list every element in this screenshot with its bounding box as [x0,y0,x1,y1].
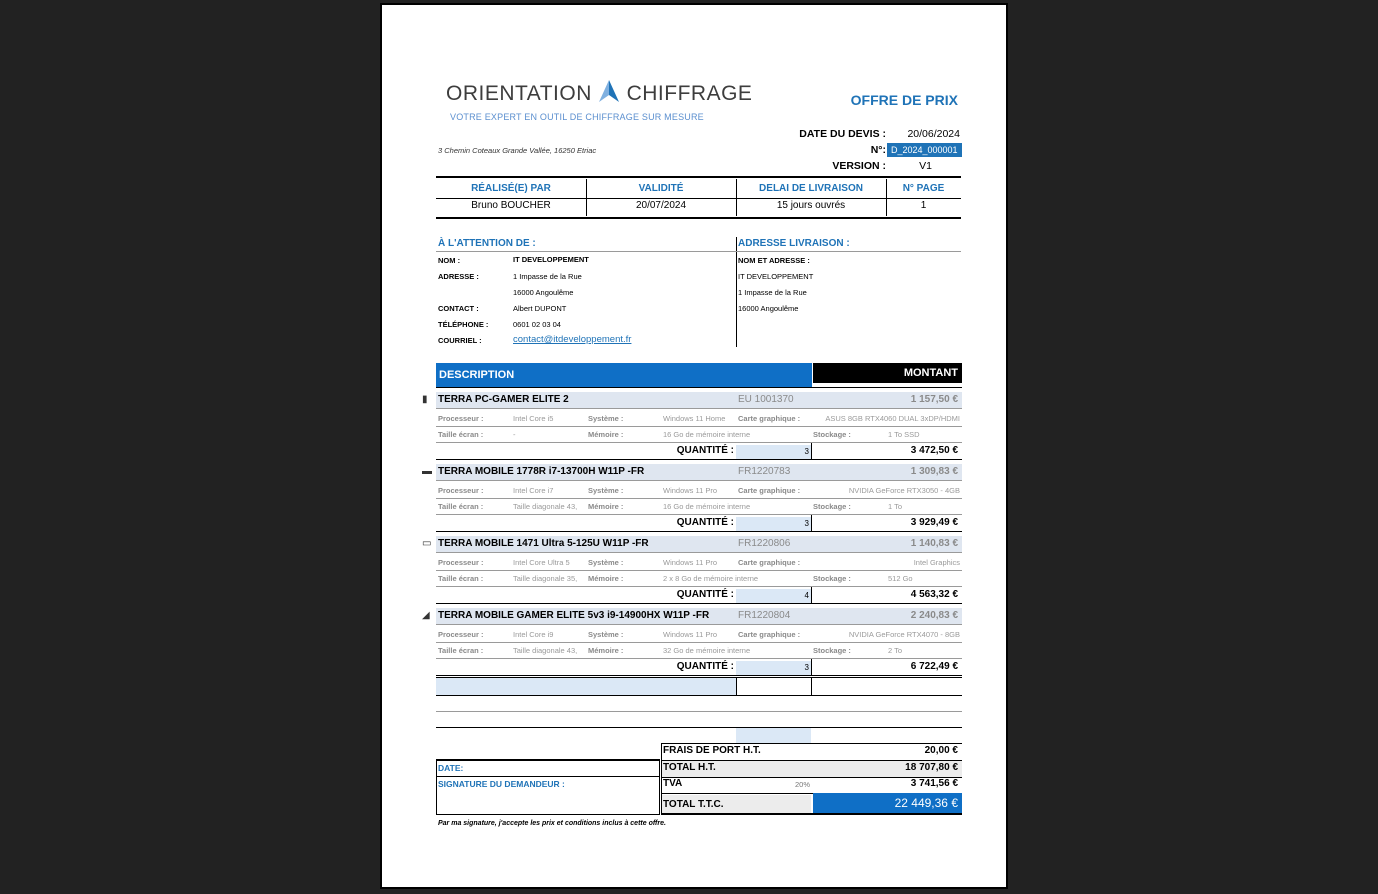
product-bottom-rule [436,675,962,676]
unit-price: 1 140,83 € [910,538,958,549]
quantity-field[interactable]: 3 [736,661,811,675]
logo-right-text: CHIFFRAGE [626,82,753,105]
product-rule [436,624,962,625]
carte-label: Carte graphique : [738,486,801,495]
spec-rule [436,442,962,443]
realise-par-header: RÉALISÉ(E) PAR [471,183,551,194]
line-total: 4 563,32 € [910,589,958,600]
document-title: OFFRE DE PRIX [850,92,958,108]
signature-date-label: DATE: [438,763,464,773]
carte-value: ASUS 8GB RTX4060 DUAL 3xDP/HDMI [825,414,960,423]
systeme-value: Windows 11 Home [663,414,726,423]
company-address: 3 Chemin Coteaux Grande Vallée, 16250 Etriac [438,146,597,155]
systeme-label: Système : [588,486,624,495]
product-reference: FR1220806 [738,538,791,549]
laptop-icon: ▬ [422,466,432,477]
quantity-field[interactable]: 3 [736,517,811,531]
memoire-value: 16 Go de mémoire interne [663,502,751,511]
spec-rule [436,570,962,571]
stockage-label: Stockage : [813,430,851,439]
telephone-value: 0601 02 03 04 [513,320,561,329]
processeur-label: Processeur : [438,630,484,639]
info-table-bottom-rule [436,217,961,219]
processeur-value: Intel Core i7 [513,486,554,495]
processeur-label: Processeur : [438,486,484,495]
livraison-line3: 16000 Angoulême [738,304,799,313]
processeur-label: Processeur : [438,558,484,567]
spec-rule [436,642,962,643]
total-ht-value: 18 707,80 € [905,762,958,773]
total-ttc-label: TOTAL T.T.C. [663,799,724,810]
product-name: TERRA MOBILE 1778R i7-13700H W11P -FR [438,466,645,477]
product-name: TERRA MOBILE 1471 Ultra 5-125U W11P -FR [438,538,649,549]
attention-rule [436,251,736,252]
quote-page [380,3,1008,889]
carte-value: NVIDIA GeForce RTX3050 - 4GB [848,486,960,495]
processeur-label: Processeur : [438,414,484,423]
unit-price: 1 309,83 € [910,466,958,477]
taille-label: Taille écran : [438,502,484,511]
product-rule [436,480,962,481]
processeur-value: Intel Core i9 [513,630,554,639]
courriel-label: COURRIEL : [438,336,482,345]
livraison-title: ADRESSE LIVRAISON : [738,238,850,249]
realise-par-value: Bruno BOUCHER [471,200,551,211]
empty-row-rule [436,695,962,696]
version-label: VERSION : [832,160,886,172]
stockage-value: 1 To [888,502,903,511]
processeur-value: Intel Core Ultra 5 [513,558,570,567]
total-ht-label: TOTAL H.T. [663,762,716,773]
table-header-rule [436,387,962,388]
quote-number-value: D_2024_000001 [887,143,962,157]
livraison-rule [736,251,961,252]
systeme-label: Système : [588,558,624,567]
spec-rule [436,514,962,515]
quantite-label: QUANTITÉ : [676,517,734,528]
unit-price: 1 157,50 € [910,394,958,405]
memoire-value: 2 x 8 Go de mémoire interne [663,574,759,583]
qty-divider [811,659,812,675]
memoire-label: Mémoire : [588,502,624,511]
qty-divider [811,515,812,531]
carte-value: NVIDIA GeForce RTX4070 - 8GB [848,630,960,639]
spec-rule [436,586,962,587]
number-label: N°: [870,144,886,156]
date-label: DATE DU DEVIS : [799,128,886,140]
product-rule [436,408,962,409]
adresse-label: ADRESSE : [438,272,479,281]
nom-value: IT DEVELOPPEMENT [513,255,589,264]
product-bottom-rule [436,459,962,460]
contact-label: CONTACT : [438,304,479,313]
totals-left-border [661,743,662,814]
product-name: TERRA MOBILE GAMER ELITE 5v3 i9-14900HX W11P -FR [438,610,710,621]
email-link[interactable]: contact@itdeveloppement.fr [513,334,632,345]
taille-value: Taille diagonale 35, [513,574,578,583]
taille-label: Taille écran : [438,430,484,439]
taille-value: Taille diagonale 43, [513,502,578,511]
date-value: 20/06/2024 [907,128,960,140]
signature-label: SIGNATURE DU DEMANDEUR : [438,779,565,789]
logo-left-text: ORIENTATION [446,82,592,105]
systeme-label: Système : [588,414,624,423]
tva-value: 3 741,56 € [910,778,958,789]
page-number-header: N° PAGE [902,183,945,194]
stockage-value: 512 Go [888,574,913,583]
qty-divider [811,443,812,459]
memoire-label: Mémoire : [588,646,624,655]
spec-rule [436,426,962,427]
version-value: V1 [919,160,932,172]
product-rule [436,552,962,553]
tva-label: TVA [663,778,683,789]
taille-value: - [513,430,516,439]
systeme-value: Windows 11 Pro [663,630,718,639]
validite-header: VALIDITÉ [638,183,684,194]
montant-header: MONTANT [813,363,962,383]
empty-row-fill [436,677,736,695]
validite-value: 20/07/2024 [635,200,687,211]
carte-label: Carte graphique : [738,558,801,567]
qty-divider [811,587,812,603]
taille-value: Taille diagonale 43, [513,646,578,655]
taille-label: Taille écran : [438,574,484,583]
delai-header: DELAI DE LIVRAISON [759,183,863,194]
line-total: 3 472,50 € [910,445,958,456]
line-total: 6 722,49 € [910,661,958,672]
laptop-open-icon: ▭ [422,538,432,549]
empty-row-divider [811,677,812,695]
systeme-value: Windows 11 Pro [663,486,718,495]
tagline: VOTRE EXPERT EN OUTIL DE CHIFFRAGE SUR MESURE [450,112,704,122]
attention-title: À L'ATTENTION DE : [438,238,536,249]
product-reference: FR1220783 [738,466,791,477]
product-name: TERRA PC-GAMER ELITE 2 [438,394,569,405]
adresse-line2: 16000 Angoulême [513,288,574,297]
memoire-value: 32 Go de mémoire interne [663,646,751,655]
company-logo [446,79,752,106]
spec-rule [436,498,962,499]
carte-value: Intel Graphics [913,558,960,567]
frais-port-value: 20,00 € [924,745,958,756]
product-bottom-rule [436,531,962,532]
adresse-line1: 1 Impasse de la Rue [513,272,582,281]
telephone-label: TÉLÉPHONE : [438,320,489,329]
product-reference: EU 1001370 [738,394,794,405]
stockage-label: Stockage : [813,646,851,655]
carte-label: Carte graphique : [738,630,801,639]
description-header: DESCRIPTION [436,363,812,387]
tva-rate: 20% [794,780,810,789]
line-total: 3 929,49 € [910,517,958,528]
logo-mark-icon [598,79,620,103]
totals-bottom-rule [661,813,962,815]
empty-row-rule [436,711,962,712]
systeme-value: Windows 11 Pro [663,558,718,567]
carte-label: Carte graphique : [738,414,801,423]
stockage-label: Stockage : [813,502,851,511]
quantity-field[interactable]: 3 [736,445,811,459]
memoire-label: Mémoire : [588,430,624,439]
processeur-value: Intel Core i5 [513,414,554,423]
info-table-mid-rule [436,198,961,199]
empty-row-rule [436,677,962,678]
delai-value: 15 jours ouvrés [776,200,846,211]
stockage-value: 2 To [888,646,903,655]
desktop-tower-icon: ▮ [422,394,428,405]
stockage-value: 1 To SSD [888,430,920,439]
address-divider [736,237,737,347]
systeme-label: Système : [588,630,624,639]
empty-row-rule [436,727,962,728]
quantity-field[interactable]: 4 [736,589,811,603]
unit-price: 2 240,83 € [910,610,958,621]
livraison-line1: IT DEVELOPPEMENT [738,272,814,281]
quantite-label: QUANTITÉ : [676,445,734,456]
stockage-label: Stockage : [813,574,851,583]
memoire-value: 16 Go de mémoire interne [663,430,751,439]
product-bottom-rule [436,603,962,604]
total-ttc-value: 22 449,36 € [813,793,962,813]
quantite-label: QUANTITÉ : [676,589,734,600]
footer-note: Par ma signature, j'accepte les prix et conditions inclus à cette offre. [438,820,666,827]
empty-row-divider [736,677,737,695]
livraison-label: NOM ET ADRESSE : [738,256,810,265]
frais-port-label: FRAIS DE PORT H.T. [663,745,761,756]
livraison-line2: 1 Impasse de la Rue [738,288,807,297]
spec-rule [436,658,962,659]
product-reference: FR1220804 [738,610,791,621]
info-table-top-rule [436,176,961,178]
gaming-laptop-icon: ◢ [422,610,430,621]
empty-row-fill [736,727,811,743]
nom-label: NOM : [438,256,461,265]
contact-value: Albert DUPONT [513,304,567,313]
quantite-label: QUANTITÉ : [676,661,734,672]
memoire-label: Mémoire : [588,574,624,583]
page-number-value: 1 [920,200,927,211]
totals-rule [661,743,962,744]
signature-rule [436,776,660,777]
taille-label: Taille écran : [438,646,484,655]
